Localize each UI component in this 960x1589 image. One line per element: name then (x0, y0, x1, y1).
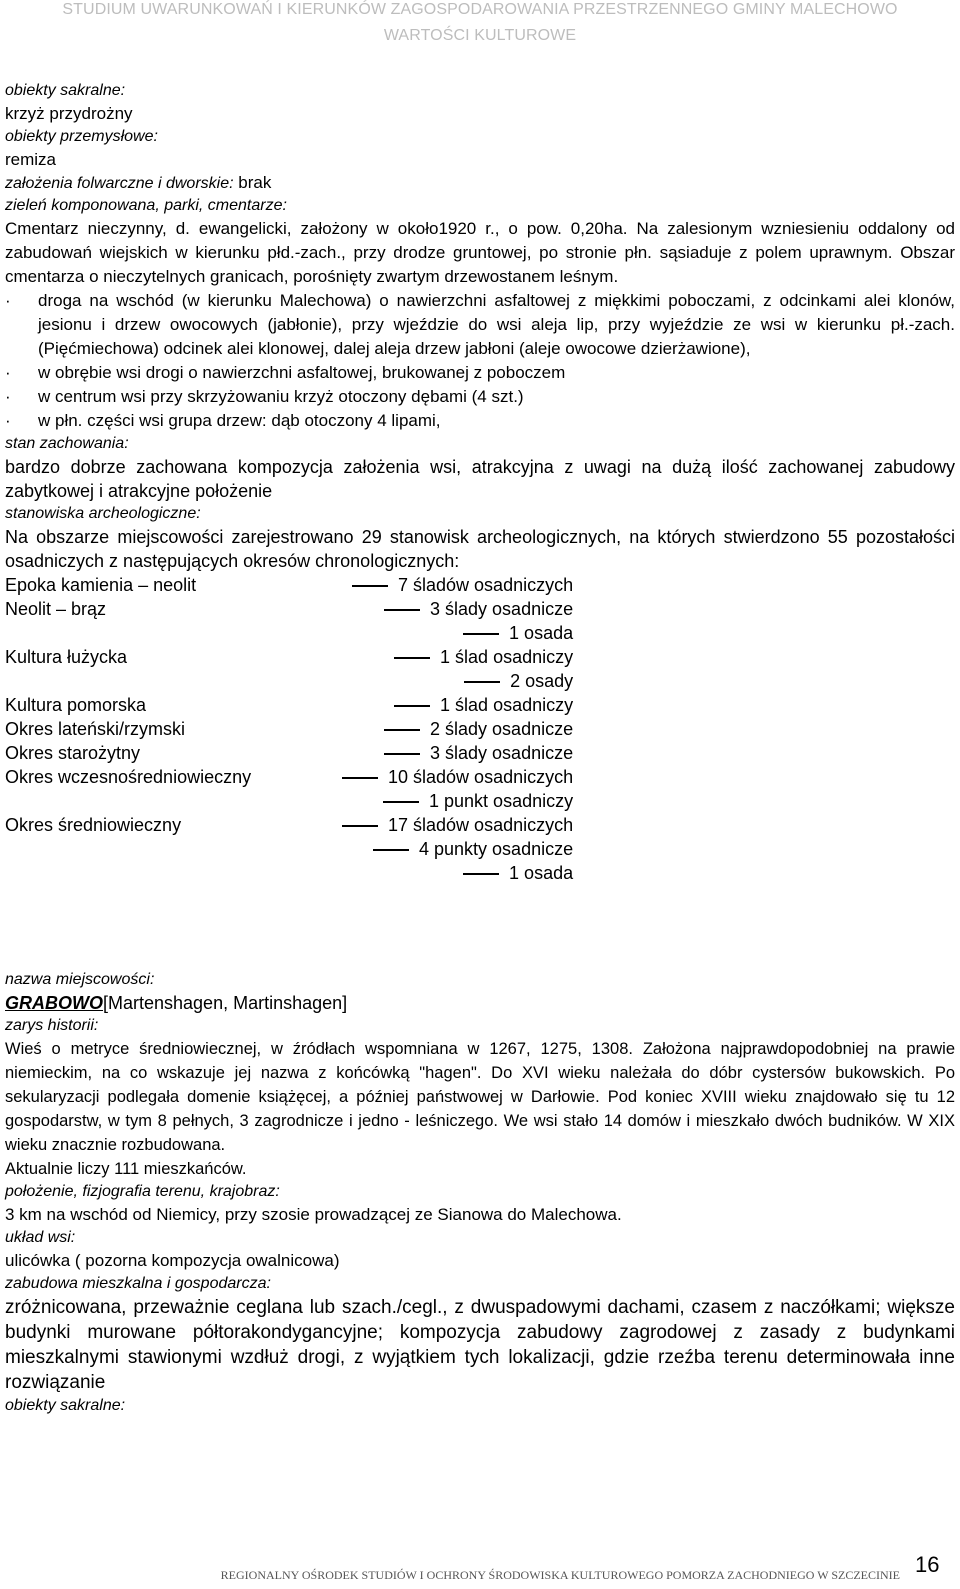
bullet-text: w płn. części wsi grupa drzew: dąb otoczony 4 lipami, (38, 411, 441, 430)
history-label: zarys historii: (5, 1017, 99, 1034)
period-value (383, 789, 573, 813)
bullet-text: w centrum wsi przy skrzyżowaniu krzyż otoczony dębami (4 szt.) (38, 387, 524, 406)
period-name: Okres lateński/rzymski (5, 719, 186, 739)
page-number: 16 (915, 1552, 940, 1577)
document-header-title: STUDIUM UWARUNKOWAŃ I KIERUNKÓW ZAGOSPODAROWANIA PRZESTRZENNEGO GMINY MALECHOWO (62, 1, 898, 18)
period-name: Neolit – brąz (5, 599, 107, 619)
dash-mark (463, 873, 499, 875)
arch-text: Na obszarze miejscowości zarejestrowano 29 stanowisk archeologicznych, na których stwierdzono 55 pozostałości osadniczych z następujących okresów chronologicznych: (5, 527, 955, 571)
period-count: 3 ślady osadnicze (430, 743, 574, 763)
bullet-item (5, 289, 955, 361)
period-count: 1 ślad osadniczy (440, 647, 574, 667)
location-label: położenie, fizjografia terenu, krajobraz: (5, 1183, 280, 1200)
housing-value: zróżnicowana, przeważnie ceglana lub szach./cegl., z dwuspadowymi dachami, czasem z naczółkami; większe budynki murowane półtorakondygancyjne; kompozycja zabudowy zagrodowej z zasady z budynkami mieszkalnymi stawionymi wzdłuż drogi, z wyjątkiem tych lokalizacji, gdzie rzeźba terenu determinowała inne rozwiązanie (5, 1297, 955, 1393)
period-row (5, 693, 955, 717)
layout-label: układ wsi: (5, 1229, 76, 1246)
manor-label: założenia folwarczne i dworskie: (5, 175, 234, 192)
document-header-subtitle: WARTOŚCI KULTUROWE (383, 27, 577, 44)
dash-mark (342, 825, 378, 827)
bullet-dot: · (5, 411, 11, 430)
history-text: Wieś o metryce średniowiecznej, w źródłach wspomniana w 1267, 1275, 1308. Założona najprawdopodobniej na prawie niemieckim, na co wskazuje jej nazwa z końcówką "hagen". Do XVI wieku należała do dóbr cystersów bukowskich. Po sekularyzacji podlegała domenie książęcej, a później państwowej w Darłowie. Pod koniec XVIII wieku znajdowało się tu 12 gospodarstw, w tym 8 pełnych, 3 zagrodnicze i jedno - leśniczego. We wsi stało 14 domów i mieszkało dwóch budników. W XIX wieku znacznie rozbudowana. (5, 1040, 955, 1154)
dash-mark (394, 657, 430, 659)
bullet-dot: · (5, 387, 11, 406)
period-row (5, 645, 955, 669)
layout-value: ulicówka ( pozorna kompozycja owalnicowa) (5, 1251, 340, 1270)
period-value (463, 861, 573, 885)
dash-mark (463, 633, 499, 635)
period-value (394, 693, 573, 717)
bullet-text: droga na wschód (w kierunku Malechowa) o nawierzchni asfaltowej z miękkimi poboczami, z odcinkami alei klonów, jesionu i drzew owocowych (jabłonie), przy wjeździe do wsi aleja lip, przy wyjeździe ze wsi w kierunku pł.-zach. (Pięćmiechowa) odcinek alei klonowej, dalej aleja drzew jabłoni (aleje owocowe dzierżawione), (38, 291, 955, 358)
period-count: 4 punkty osadnicze (419, 839, 574, 859)
page-content (5, 80, 955, 1417)
dash-mark (383, 801, 419, 803)
green-label: zieleń komponowana, parki, cmentarze: (5, 197, 287, 214)
period-value (373, 837, 573, 861)
period-count: 2 ślady osadnicze (430, 719, 574, 739)
period-value (464, 669, 573, 693)
place-name (5, 991, 955, 1015)
location-value: 3 km na wschód od Niemicy, przy szosie prowadzącej ze Sianowa do Malechowa. (5, 1205, 622, 1224)
place-name-main: GRABOWO (5, 993, 103, 1013)
place-name-alt: [Martenshagen, Martinshagen] (103, 993, 348, 1013)
period-value (384, 717, 573, 741)
name-label: nazwa miejscowości: (5, 971, 155, 988)
dash-mark (373, 849, 409, 851)
period-count: 3 ślady osadnicze (430, 599, 574, 619)
bullet-item (5, 361, 955, 385)
period-row (5, 621, 955, 645)
period-name: Okres średniowieczny (5, 815, 182, 835)
period-row (5, 573, 955, 597)
sacral-label: obiekty sakralne: (5, 82, 126, 99)
period-row (5, 597, 955, 621)
periods-list (5, 573, 955, 885)
period-count: 1 osada (509, 623, 574, 643)
footer-institution: REGIONALNY OŚRODEK STUDIÓW I OCHRONY ŚRODOWISKA KULTUROWEGO POMORZA ZACHODNIEGO W SZCZECINIE (220, 1568, 900, 1582)
period-row (5, 789, 955, 813)
period-row (5, 837, 955, 861)
bullet-list (5, 289, 955, 433)
period-name: Epoka kamienia – neolit (5, 575, 197, 595)
period-value (463, 621, 573, 645)
arch-label: stanowiska archeologiczne: (5, 505, 201, 522)
period-value (352, 573, 573, 597)
period-row (5, 669, 955, 693)
bullet-dot: · (5, 363, 11, 382)
dash-mark (394, 705, 430, 707)
dash-mark (384, 729, 420, 731)
period-name: Kultura pomorska (5, 695, 147, 715)
period-count: 7 śladów osadniczych (398, 575, 574, 595)
period-row (5, 741, 955, 765)
period-count: 1 osada (509, 863, 574, 883)
dash-mark (352, 585, 388, 587)
industrial-label: obiekty przemysłowe: (5, 128, 158, 145)
population-text: Aktualnie liczy 111 mieszkańców. (5, 1160, 247, 1178)
period-count: 2 osady (510, 671, 574, 691)
period-count: 1 ślad osadniczy (440, 695, 574, 715)
period-value (384, 741, 573, 765)
period-row (5, 813, 955, 837)
industrial-value: remiza (5, 150, 57, 169)
bullet-text: w obrębie wsi drogi o nawierzchni asfaltowej, brukowanej z poboczem (38, 363, 566, 382)
period-count: 1 punkt osadniczy (429, 791, 574, 811)
cemetery-text: Cmentarz nieczynny, d. ewangelicki, założony w około1920 r., o pow. 0,20ha. Na zalesionym wzniesieniu oddalony od zabudowań wiejskich w kierunku płd.-zach., przy drodze gruntowej, po stronie płn. sąsiaduje z polem uprawnym. Obszar cmentarza o nieczytelnych granicach, porośnięty zwartym drzewostanem leśnym. (5, 219, 955, 286)
period-name: Kultura łużycka (5, 647, 128, 667)
period-row (5, 765, 955, 789)
dash-mark (384, 753, 420, 755)
period-name: Okres starożytny (5, 743, 141, 763)
period-count: 17 śladów osadniczych (388, 815, 574, 835)
bullet-item (5, 385, 955, 409)
manor-value: brak (233, 173, 272, 192)
housing-label: zabudowa mieszkalna i gospodarcza: (5, 1275, 271, 1292)
period-value (384, 597, 573, 621)
period-row (5, 717, 955, 741)
dash-mark (464, 681, 500, 683)
period-count: 10 śladów osadniczych (388, 767, 574, 787)
period-value (342, 765, 573, 789)
period-value (394, 645, 573, 669)
manor-line (5, 172, 955, 195)
dash-mark (342, 777, 378, 779)
period-value (342, 813, 573, 837)
period-name: Okres wczesnośredniowieczny (5, 767, 252, 787)
bullet-item (5, 409, 955, 433)
dash-mark (384, 609, 420, 611)
sacral2-label: obiekty sakralne: (5, 1397, 126, 1414)
state-label: stan zachowania: (5, 435, 129, 452)
bullet-dot: · (5, 291, 11, 310)
state-value: bardzo dobrze zachowana kompozycja założenia wsi, atrakcyjna z uwagi na dużą ilość zachowanej zabudowy zabytkowej i atrakcyjne położenie (5, 457, 955, 501)
sacral-value: krzyż przydrożny (5, 104, 133, 123)
period-row (5, 861, 955, 885)
